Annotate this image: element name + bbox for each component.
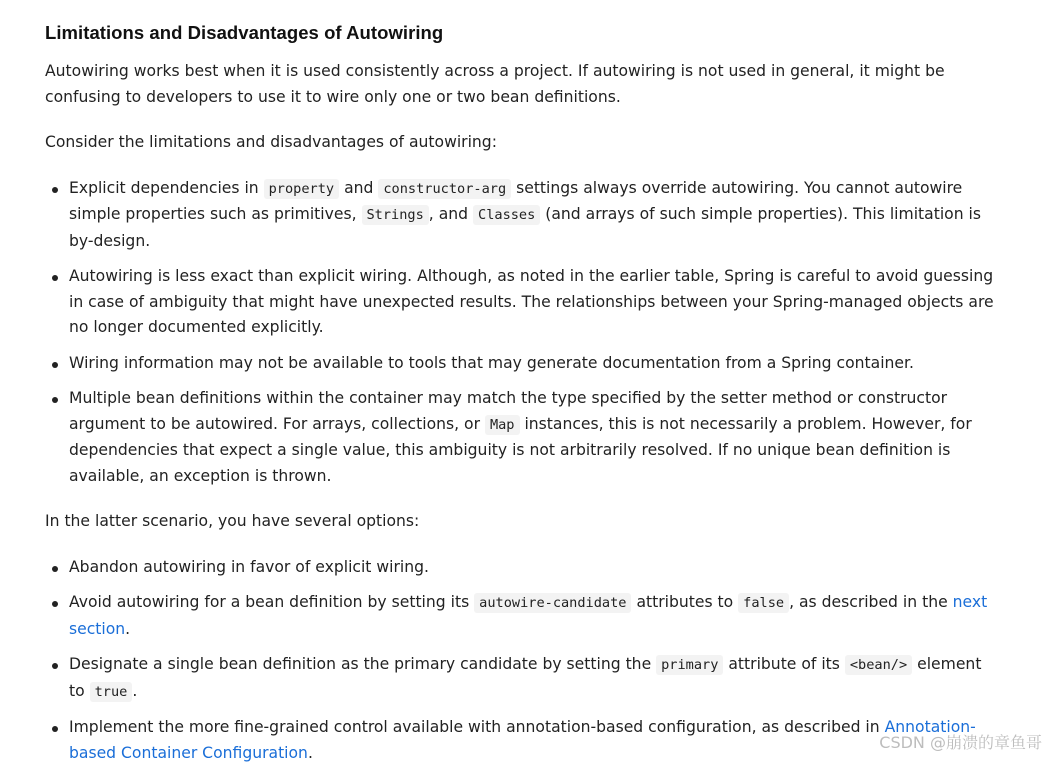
next-section-link[interactable]: next section xyxy=(69,593,987,638)
code-classes: Classes xyxy=(473,205,540,225)
list-item-text: instances, this is not necessarily a problem. However, for dependencies that expect a single value, this ambiguity is not arbitrarily resolved. If no unique bean definition is available, an exception is thrown. xyxy=(69,415,972,485)
list-item-text: element to xyxy=(69,655,981,700)
list-item-text: Implement the more fine-grained control available with annotation-based configuration, as described in xyxy=(69,718,885,736)
list-item-text: , and xyxy=(429,205,473,223)
list-item xyxy=(45,652,1000,705)
list-item-text: Avoid autowiring for a bean definition by setting its xyxy=(69,593,474,611)
code-false: false xyxy=(738,593,789,613)
list-item-text: Designate a single bean definition as the primary candidate by setting the xyxy=(69,655,656,673)
consider-paragraph: Consider the limitations and disadvantages of autowiring: xyxy=(45,130,1000,156)
list-item-text: settings always override autowiring. You cannot autowire simple properties such as primitives, xyxy=(69,179,962,224)
list-item xyxy=(45,715,1000,766)
list-item-text: attributes to xyxy=(631,593,738,611)
list-item-text: Explicit dependencies in xyxy=(69,179,264,197)
list-item-text: Multiple bean definitions within the container may match the type specified by the setter method or constructor argument to be autowired. For arrays, collections, or xyxy=(69,389,947,433)
list-item xyxy=(45,386,1000,489)
code-autowire-candidate: autowire-candidate xyxy=(474,593,631,613)
section-heading: Limitations and Disadvantages of Autowiring xyxy=(45,0,1000,45)
options-list xyxy=(45,555,1000,766)
list-item: Autowiring is less exact than explicit wiring. Although, as noted in the earlier table, Spring is careful to avoid guessing in case of ambiguity that might have unexpected results. The relationships between your Spring-managed objects are no longer documented explicitly. xyxy=(45,264,1000,341)
list-item-text: . xyxy=(308,744,313,762)
list-item-text: (and arrays of such simple properties). This limitation is by-design. xyxy=(69,205,981,250)
list-item: Abandon autowiring in favor of explicit wiring. xyxy=(45,555,1000,581)
code-true: true xyxy=(90,682,133,702)
document xyxy=(45,0,1000,766)
intro-paragraph: Autowiring works best when it is used consistently across a project. If autowiring is not used in general, it might be confusing to developers to use it to wire only one or two bean definitions. xyxy=(45,59,1000,110)
list-item: Wiring information may not be available to tools that may generate documentation from a Spring container. xyxy=(45,351,1000,377)
code-constructor-arg: constructor-arg xyxy=(378,179,511,199)
list-item-text: . xyxy=(132,682,137,700)
limitations-list xyxy=(45,176,1000,490)
list-item-text: . xyxy=(125,620,130,638)
list-item xyxy=(45,176,1000,255)
list-item xyxy=(45,590,1000,642)
latter-paragraph: In the latter scenario, you have several options: xyxy=(45,509,1000,535)
code-strings: Strings xyxy=(362,205,429,225)
csdn-watermark: CSDN @崩溃的章鱼哥 xyxy=(879,732,1042,754)
list-item-text: attribute of its xyxy=(723,655,844,673)
code-map: Map xyxy=(485,415,520,435)
list-item-text: and xyxy=(339,179,378,197)
list-item-text: , as described in the xyxy=(789,593,953,611)
annotation-config-link[interactable]: Annotation-based Container Configuration xyxy=(69,718,976,762)
code-primary: primary xyxy=(656,655,723,675)
code-bean-element: <bean/> xyxy=(845,655,912,675)
code-property: property xyxy=(264,179,339,199)
